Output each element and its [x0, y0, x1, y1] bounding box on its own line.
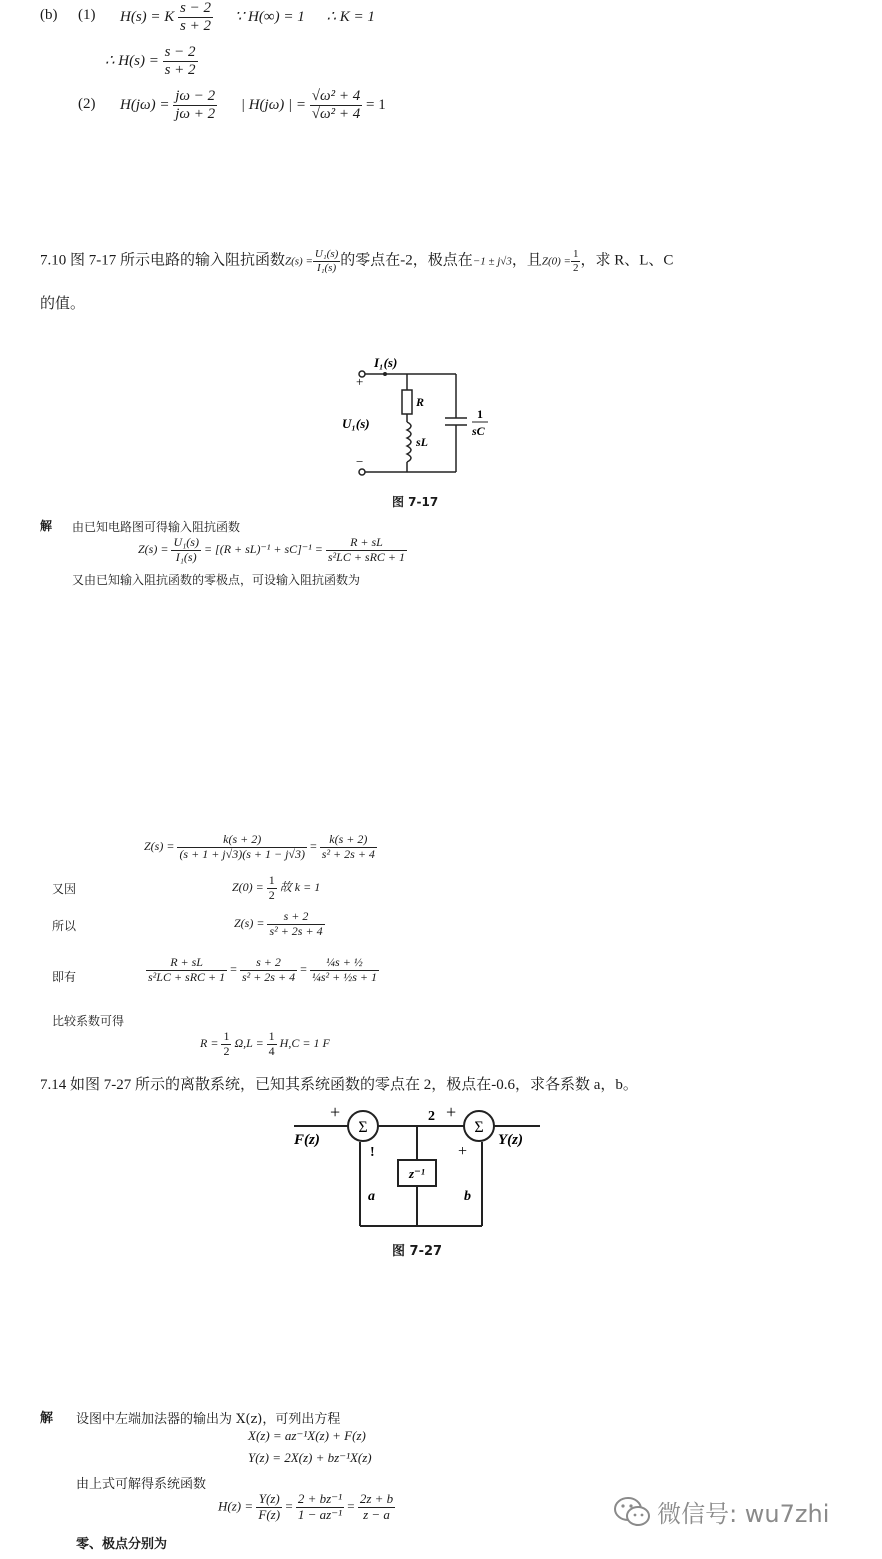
plus-sign: + — [356, 374, 364, 389]
input-terminal-bottom — [359, 469, 365, 475]
current-node — [383, 372, 387, 376]
minus-sign: − — [356, 454, 364, 469]
solution-714-eq1: X(z) = az⁻¹X(z) + F(z) — [248, 1428, 366, 1443]
output-label: Y(z) — [498, 1132, 523, 1148]
problem-number: 7.14 — [40, 1077, 67, 1093]
plus-right-in: + — [446, 1102, 457, 1122]
figure-caption-7-27: 图 7-27 — [392, 1244, 443, 1259]
wechat-icon — [612, 1495, 652, 1529]
part-b-label: (b) — [40, 7, 58, 23]
solution-710-line1: 由已知电路图可得输入阻抗函数 — [72, 520, 241, 534]
sigma-left: Σ — [358, 1119, 368, 1136]
solution-710-line2: 又由已知输入阻抗函数的零极点，可设输入阻抗函数为 — [72, 573, 361, 587]
watermark-text: 微信号: wu7zhi — [657, 1500, 830, 1528]
resistor-r — [402, 390, 412, 414]
excl-left: ! — [370, 1145, 375, 1160]
label-suoyi: 所以 — [52, 919, 77, 933]
capacitor-label-num: 1 — [477, 407, 483, 421]
solution-714-eq2: Y(z) = 2X(z) + bz⁻¹X(z) — [248, 1450, 372, 1465]
solution-710-eq2: Z(s) = $\frac{k(s + 2)}{(s + 1 + j√3)(s + 1 - j√3)}$ = $\frac{k(s + 2)}{\text{s² + 2s + 4}}$ — [144, 832, 375, 861]
solution-714-line2: 由上式可解得系统函数 — [76, 1477, 207, 1492]
circuit-figure-7-17 — [330, 350, 510, 515]
plus-left-in: + — [330, 1102, 341, 1122]
solution-714-line1: 设图中左端加法器的输出为 X(z)，可列出方程 — [76, 1412, 341, 1427]
part-b-fraction: $\frac{s - 2}{s + 2}$ — [180, 0, 212, 35]
block-diagram-7-27 — [290, 1098, 550, 1258]
wechat-watermark — [612, 1494, 829, 1529]
plus-right-feedback: + — [458, 1143, 468, 1160]
problem-714-statement: 7.14 如图 7-27 所示的离散系统，已知其系统函数的零点在 2，极点在-0.6，求各系数 a，b。 — [40, 1077, 638, 1093]
solution-714-eq3: H(z) = $\frac{Y(z)}{F(z)}$ = $\frac{\text{2 + bz⁻¹}}{\text{1 − az⁻¹}}$ = $\frac{2z + b}{z - a}$ — [218, 1491, 394, 1522]
label-bijiao: 比较系数可得 — [52, 1014, 125, 1028]
label-jiyou: 即有 — [52, 970, 77, 984]
input-label: F(z) — [294, 1132, 320, 1148]
resistor-label: R — [416, 395, 425, 409]
solution-710-eq3: Z(0) = $\frac{1}{2}$ 故 k = 1 — [232, 873, 321, 902]
part-b-item2: (2) — [78, 96, 96, 112]
problem-710-statement-cont: 的值。 — [40, 296, 86, 312]
solution-714-line3: 零、极点分别为 — [76, 1537, 168, 1552]
figure-caption-7-17: 图 7-17 — [392, 495, 439, 509]
solution-710-result: R = $\frac{1}{2}$ Ω,L = $\frac{1}{4}$ H,C = 1 F — [200, 1029, 330, 1058]
inductor-label: sL — [416, 435, 428, 449]
delay-label: z⁻¹ — [409, 1166, 425, 1181]
capacitor-label-den: sC — [472, 424, 485, 438]
part-b-item1: (1) — [78, 7, 96, 23]
solution-710-eq5: $\frac{R + sL}{\text{s²LC + sRC + 1}}$ = $\frac{s + 2}{\text{s² + 2s + 4}}$ = $\frac{\text{¼s + ½}}{\text{¼s² + ½s + 1}}$ — [148, 955, 377, 984]
current-label: I₁(s) — [374, 355, 398, 370]
part-b-eq1: H(s) = K $\frac{s - 2}{s + 2}$ ∵ H(∞) = 1 ∴ K = 1 — [120, 0, 375, 35]
solution-marker: 解 — [40, 1411, 54, 1426]
problem-710-statement: 7.10 图 7-17 所示电路的输入阻抗函数Z(s) = $\frac{\text{U₁(s)}}{\text{I₁(s)}}$ 的零点在-2，极点在−1 ± j√3，且Z(0) = $\frac{1}{2}$ ，求 R、L、C — [40, 248, 674, 274]
coef-a: a — [368, 1189, 375, 1204]
sigma-right: Σ — [474, 1119, 484, 1136]
solution-710-eq1: Z(s) = $\frac{\text{U₁(s)}}{\text{I₁(s)}}$ = [(R + sL)⁻¹ + sC]⁻¹ = $\frac{R + sL}{\text{s²LC + sRC + 1}}$ — [138, 535, 406, 564]
inductor-l — [407, 422, 411, 462]
solution-710-eq4: Z(s) = $\frac{s + 2}{\text{s² + 2s + 4}}$ — [234, 909, 323, 938]
problem-number: 7.10 — [40, 252, 67, 269]
part-b-eq3: H(jω) = $\frac{j\omega - 2}{j\omega + 2}$ | H(jω) | = $\frac{\text{√ω² + 4}}{\text{√ω² + 4}}$ = 1 — [120, 88, 386, 123]
label-youyin: 又因 — [52, 882, 77, 896]
gain-2: 2 — [428, 1109, 435, 1124]
solution-marker: 解 — [40, 519, 53, 533]
coef-b: b — [464, 1189, 471, 1204]
part-b-eq2: ∴ H(s) = $\frac{s - 2}{s + 2}$ — [105, 44, 196, 79]
voltage-label: U₁(s) — [342, 416, 370, 431]
